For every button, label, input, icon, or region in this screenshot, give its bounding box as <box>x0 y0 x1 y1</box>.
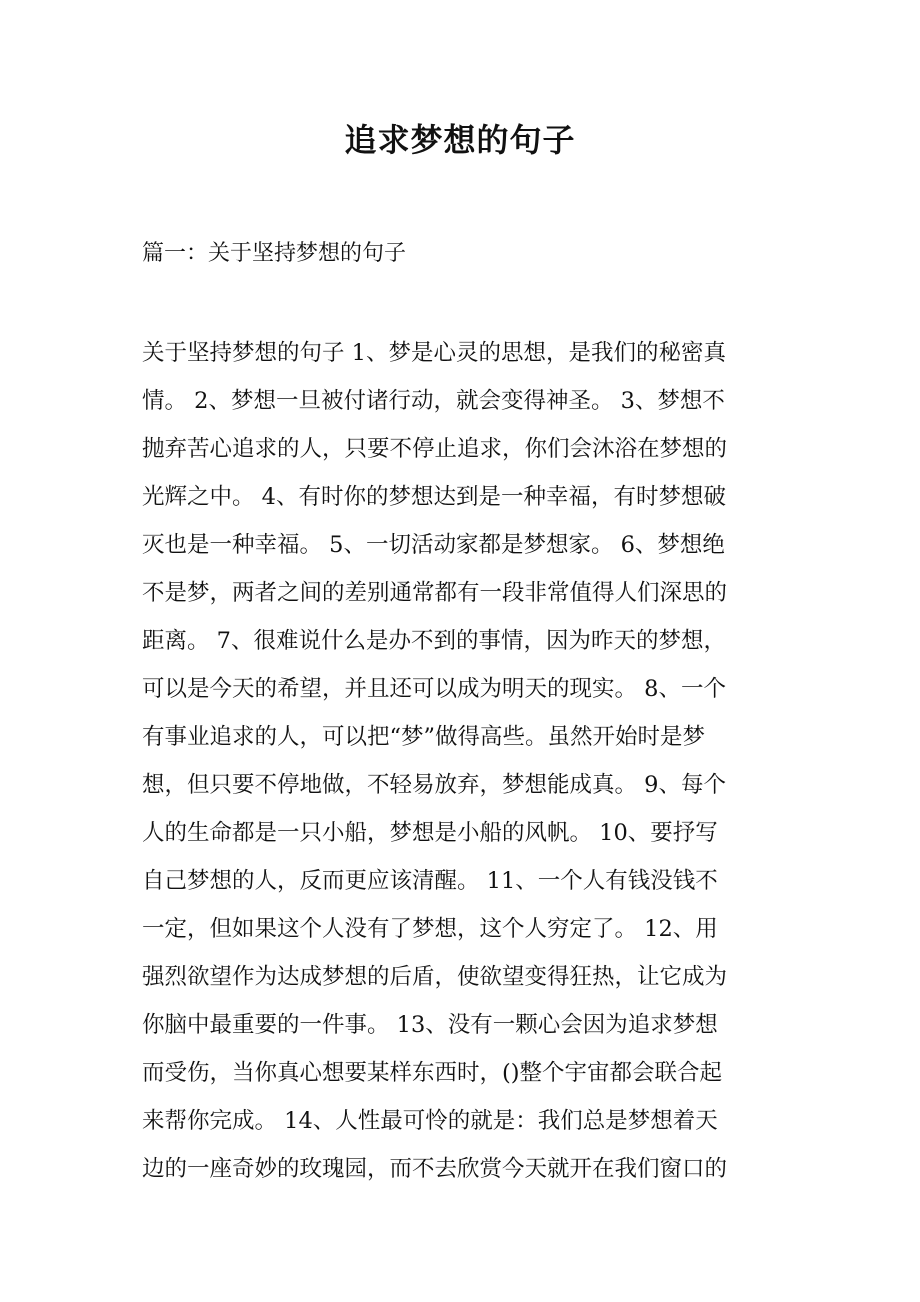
text-line: 可以是今天的希望，并且还可以成为明天的现实。 8、一个 <box>142 676 726 702</box>
text-line: 关于坚持梦想的句子 1、梦是心灵的思想，是我们的秘密真 <box>142 340 726 366</box>
document-title: 追求梦想的句子 <box>344 121 576 159</box>
text-line: 灭也是一种幸福。 5、一切活动家都是梦想家。 6、梦想绝 <box>142 532 725 558</box>
text-line: 想，但只要不停地做，不轻易放弃，梦想能成真。 9、每个 <box>142 772 726 798</box>
text-line: 有事业追求的人，可以把“梦”做得高些。虽然开始时是梦 <box>142 724 706 750</box>
text-line: 距离。 7、很难说什么是办不到的事情，因为昨天的梦想， <box>142 628 726 654</box>
text-line: 自己梦想的人，反而更应该清醒。 11、一个人有钱没钱不 <box>142 868 718 894</box>
text-line: 抛弃苦心追求的人，只要不停止追求，你们会沐浴在梦想的 <box>142 436 728 462</box>
text-line: 你脑中最重要的一件事。 13、没有一颗心会因为追求梦想 <box>142 1012 718 1038</box>
section-heading: 篇一：关于坚持梦想的句子 <box>142 241 407 266</box>
text-line: 而受伤，当你真心想要某样东西时，()整个宇宙都会联合起 <box>142 1060 723 1086</box>
text-line: 情。 2、梦想一旦被付诸行动，就会变得神圣。 3、梦想不 <box>142 388 725 414</box>
text-line: 不是梦，两者之间的差别通常都有一段非常值得人们深思的 <box>142 580 728 606</box>
body-paragraph <box>142 331 802 1195</box>
text-line: 人的生命都是一只小船，梦想是小船的风帆。 10、要抒写 <box>142 820 718 846</box>
text-line: 一定，但如果这个人没有了梦想，这个人穷定了。 12、用 <box>142 916 718 942</box>
text-line: 光辉之中。 4、有时你的梦想达到是一种幸福，有时梦想破 <box>142 484 726 510</box>
text-line: 来帮你完成。 14、人性最可怜的就是：我们总是梦想着天 <box>142 1108 718 1134</box>
text-line: 强烈欲望作为达成梦想的后盾，使欲望变得狂热，让它成为 <box>142 964 728 990</box>
text-line: 边的一座奇妙的玫瑰园，而不去欣赏今天就开在我们窗口的 <box>142 1156 728 1182</box>
